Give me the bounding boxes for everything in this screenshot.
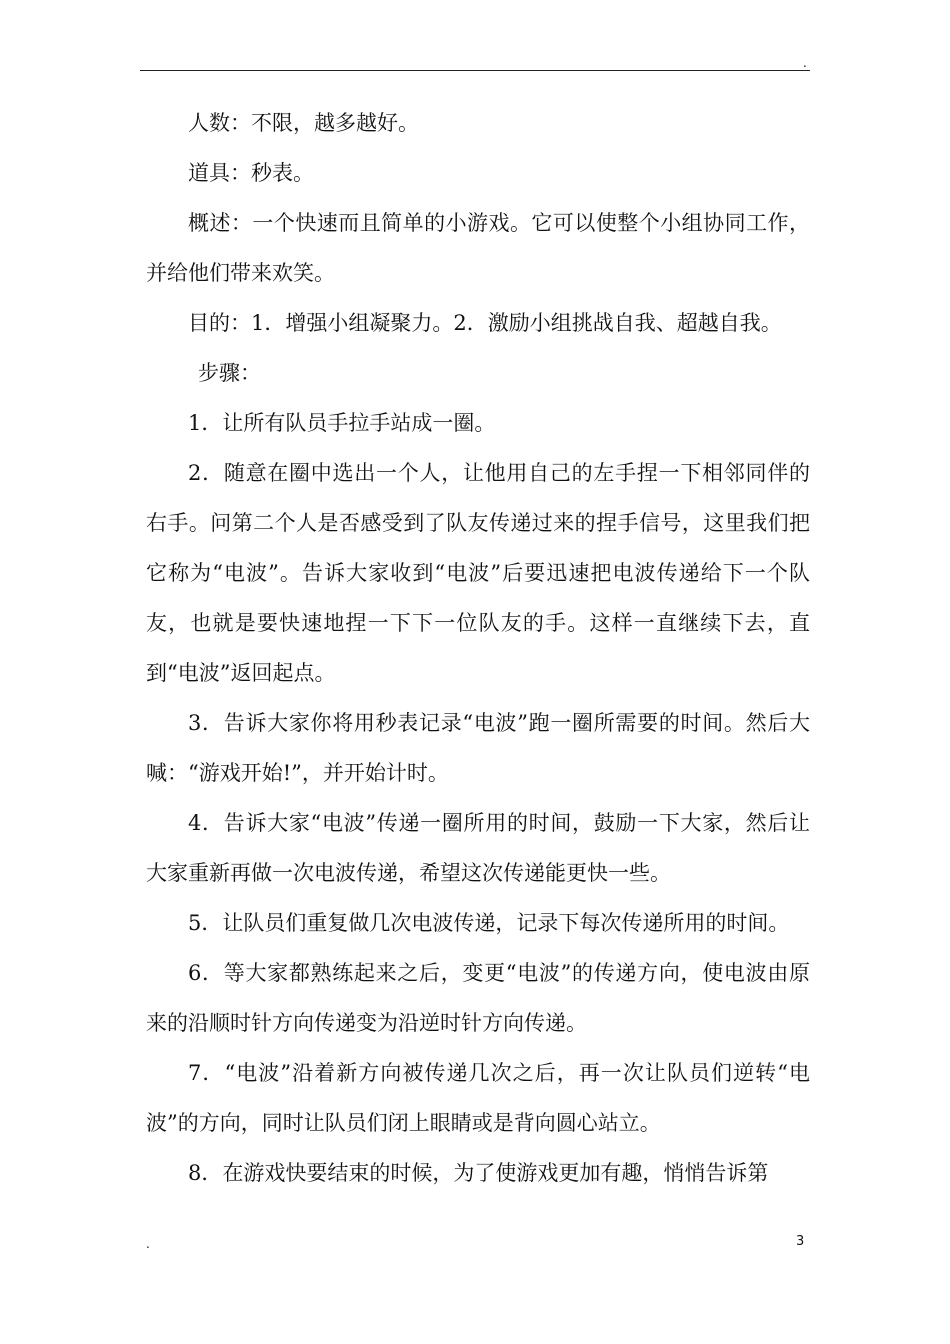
paragraph-purpose: 目的：1．增强小组凝聚力。2．激励小组挑战自我、超越自我。 — [188, 311, 782, 335]
paragraph-overview: 概述：一个快速而且简单的小游戏。它可以使整个小组协同工作，并给他们带来欢笑。 — [146, 211, 810, 285]
paragraph-step-5: 5．让队员们重复做几次电波传递，记录下每次传递所用的时间。 — [188, 911, 790, 935]
header-rule — [140, 70, 810, 71]
paragraph-step-2: 2．随意在圈中选出一个人，让他用自己的左手捏一下相邻同伴的右手。问第二个人是否感受到了队友传递过来的捏手信号，这里我们把它称为“电波”。告诉大家收到“电波”后要迅速把电波传递给下一个队友，也就是要快速地捏一下下一位队友的手。这样一直继续下去，直到“电波”返回起点。 — [146, 461, 810, 685]
paragraph-steps-heading: 步骤： — [198, 361, 261, 385]
paragraph-step-4: 4．告诉大家“电波”传递一圈所用的时间，鼓励一下大家，然后让大家重新再做一次电波传递，希望这次传递能更快一些。 — [146, 811, 810, 885]
paragraph-props: 道具：秒表。 — [188, 161, 314, 185]
footer-mark: . — [146, 1237, 150, 1251]
paragraph-step-6: 6．等大家都熟练起来之后，变更“电波”的传递方向，使电波由原来的沿顺时针方向传递变为沿逆时针方向传递。 — [146, 961, 810, 1035]
paragraph-step-7: 7．“电波”沿着新方向被传递几次之后，再一次让队员们逆转“电波”的方向，同时让队员们闭上眼睛或是背向圆心站立。 — [146, 1061, 810, 1135]
page-number: 3 — [796, 1234, 805, 1249]
paragraph-participants: 人数：不限，越多越好。 — [188, 111, 419, 135]
paragraph-step-3: 3．告诉大家你将用秒表记录“电波”跑一圈所需要的时间。然后大喊：“游戏开始!”，并开始计时。 — [146, 711, 810, 785]
paragraph-step-1: 1．让所有队员手拉手站成一圈。 — [188, 411, 496, 435]
header-mark: . — [803, 56, 807, 70]
paragraph-step-8: 8．在游戏快要结束的时候，为了使游戏更加有趣，悄悄告诉第 — [188, 1161, 769, 1185]
document-body — [146, 98, 810, 1198]
